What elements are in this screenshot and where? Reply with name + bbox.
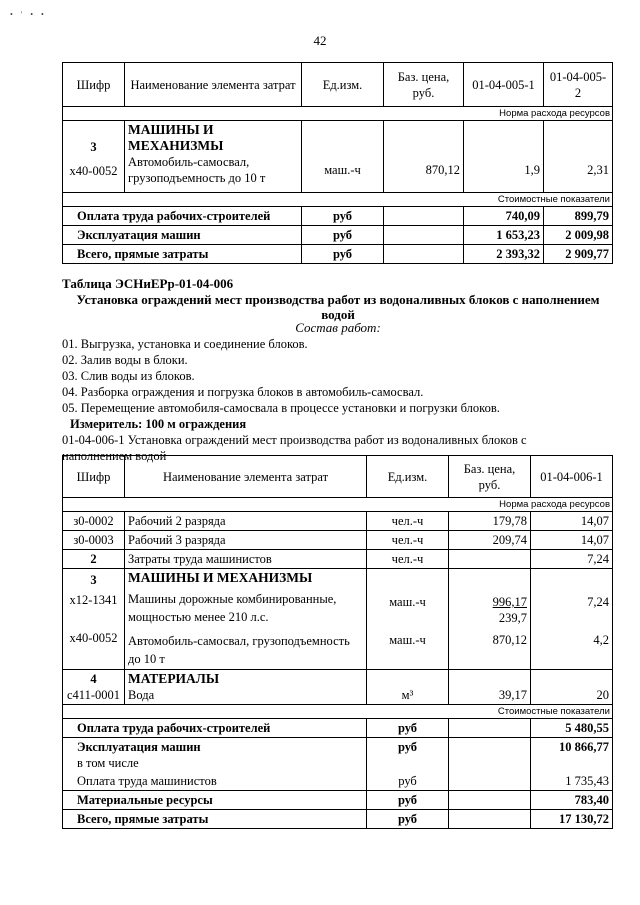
row-unit: чел.-ч	[367, 550, 449, 569]
row-code: с411-0001	[67, 688, 120, 702]
total-unit: руб	[367, 772, 449, 791]
section-title: МАШИНЫ И МЕХАНИЗМЫ	[128, 122, 224, 153]
row-code: х40-0052	[69, 631, 118, 645]
row-value: 7,24	[531, 550, 613, 569]
norm-label: Норма расхода ресурсов	[63, 107, 613, 121]
work-item: 01. Выгрузка, установка и соединение блоков.	[62, 337, 308, 351]
page-number: 42	[313, 33, 327, 48]
header-price: Баз. цена, руб.	[449, 456, 531, 498]
total-value: 5 480,55	[531, 719, 613, 738]
total-unit: руб	[367, 738, 449, 773]
header-code: Шифр	[63, 63, 125, 107]
row-value: 7,24	[587, 595, 609, 609]
row-value-2: 2,31	[544, 121, 613, 193]
row-code: х40-0052	[69, 163, 118, 178]
total-name: Оплата труда рабочих-строителей	[63, 719, 367, 738]
row-price: 179,78	[449, 512, 531, 531]
row-name: Рабочий 2 разряда	[125, 512, 367, 531]
total-value-1: 2 393,32	[464, 245, 544, 264]
total-unit: руб	[367, 719, 449, 738]
machines-block-codes	[63, 569, 125, 670]
row-code: х12-1341	[69, 593, 118, 607]
row-price-secondary: 239,7	[498, 611, 527, 625]
total-name-block	[63, 738, 367, 773]
header-unit: Ед.изм.	[367, 456, 449, 498]
row-name: Машины дорожные комбинированные, мощностью менее 210 л.с.	[128, 592, 337, 624]
materials-number: 4	[90, 672, 97, 686]
total-value: 10 866,77	[531, 738, 613, 773]
row-name: Вода	[128, 688, 155, 702]
machines-cell	[63, 121, 125, 193]
machines-block-values	[531, 569, 613, 670]
row-name: Автомобиль-самосвал, грузоподъемность до 10 т	[128, 634, 350, 666]
table-title: Таблица ЭСНиЕРр-01-04-006	[62, 276, 234, 291]
total-value-2: 899,79	[544, 207, 613, 226]
row-value: 4,2	[593, 633, 609, 647]
item-line: наполнением водой	[62, 449, 167, 463]
cost-label: Стоимостные показатели	[63, 193, 613, 207]
resource-table-005	[62, 62, 613, 264]
norm-label: Норма расхода ресурсов	[63, 498, 613, 512]
composition-label: Состав работ:	[295, 320, 381, 335]
row-unit: маш.-ч	[302, 121, 384, 193]
work-item: 04. Разборка ограждения и погрузка блоков в автомобиль-самосвал.	[62, 385, 424, 399]
section-number: 3	[90, 139, 97, 154]
row-unit: м³	[367, 670, 449, 705]
row-code: 2	[63, 550, 125, 569]
machines-name-cell	[125, 121, 302, 193]
meter: Измеритель: 100 м ограждения	[70, 417, 247, 431]
row-unit: чел.-ч	[367, 512, 449, 531]
row-unit: маш.-ч	[389, 633, 426, 647]
row-value-1: 1,9	[464, 121, 544, 193]
total-unit: руб	[302, 245, 384, 264]
materials-title: МАТЕРИАЛЫ	[128, 671, 220, 686]
header-col1: 01-04-005-1	[464, 63, 544, 107]
row-price: 870,12	[492, 633, 527, 647]
total-name: Оплата труда машинистов	[63, 772, 367, 791]
row-unit: маш.-ч	[389, 595, 426, 609]
total-name: в том числе	[77, 756, 139, 770]
row-name: Автомобиль-самосвал, грузоподъемность до 10 т	[128, 155, 266, 185]
item-line: 01-04-006-1 Установка ограждений мест производства работ из водоналивных блоков с	[62, 433, 527, 447]
materials-block-names	[125, 670, 367, 705]
total-value: 783,40	[531, 791, 613, 810]
machines-number: 3	[90, 573, 97, 587]
row-price: 870,12	[384, 121, 464, 193]
total-name: Эксплуатация машин	[63, 226, 302, 245]
header-col2: 01-04-005-2	[544, 63, 613, 107]
work-item: 03. Слив воды из блоков.	[62, 369, 195, 383]
row-value: 14,07	[531, 531, 613, 550]
header-col1: 01-04-006-1	[531, 456, 613, 498]
materials-block-codes	[63, 670, 125, 705]
row-name: Затраты труда машинистов	[125, 550, 367, 569]
total-name: Всего, прямые затраты	[63, 245, 302, 264]
total-value-2: 2 009,98	[544, 226, 613, 245]
total-name: Всего, прямые затраты	[63, 810, 367, 829]
row-value: 14,07	[531, 512, 613, 531]
cost-label: Стоимостные показатели	[63, 705, 613, 719]
row-value: 20	[531, 670, 613, 705]
corner-mark: • ' • •	[10, 10, 47, 19]
header-unit: Ед.изм.	[302, 63, 384, 107]
row-price	[449, 550, 531, 569]
works-list	[62, 336, 622, 464]
total-value: 1 735,43	[531, 772, 613, 791]
total-value-1: 740,09	[464, 207, 544, 226]
row-code: з0-0002	[63, 512, 125, 531]
header-name: Наименование элемента затрат	[125, 63, 302, 107]
row-price: 209,74	[449, 531, 531, 550]
header-code: Шифр	[63, 456, 125, 498]
resource-table-006	[62, 455, 613, 829]
row-name: Рабочий 3 разряда	[125, 531, 367, 550]
total-unit: руб	[302, 226, 384, 245]
total-unit: руб	[367, 791, 449, 810]
row-price: 39,17	[449, 670, 531, 705]
machines-block-prices	[449, 569, 531, 670]
total-name: Эксплуатация машин	[77, 740, 201, 754]
total-unit: руб	[367, 810, 449, 829]
header-name: Наименование элемента затрат	[125, 456, 367, 498]
row-unit: чел.-ч	[367, 531, 449, 550]
machines-block-units	[367, 569, 449, 670]
table-description: Установка ограждений мест производства работ из водоналивных блоков с наполнением водой	[76, 292, 600, 322]
total-name: Материальные ресурсы	[63, 791, 367, 810]
machines-block-names	[125, 569, 367, 670]
work-item: 02. Залив воды в блоки.	[62, 353, 188, 367]
row-price: 996,17	[492, 595, 527, 609]
machines-title: МАШИНЫ И МЕХАНИЗМЫ	[128, 570, 313, 585]
total-unit: руб	[302, 207, 384, 226]
total-value: 17 130,72	[531, 810, 613, 829]
total-name: Оплата труда рабочих-строителей	[63, 207, 302, 226]
total-value-2: 2 909,77	[544, 245, 613, 264]
work-item: 05. Перемещение автомобиля-самосвала в процессе установки и погрузки блоков.	[62, 401, 500, 415]
total-value-1: 1 653,23	[464, 226, 544, 245]
header-price: Баз. цена, руб.	[384, 63, 464, 107]
row-code: з0-0003	[63, 531, 125, 550]
